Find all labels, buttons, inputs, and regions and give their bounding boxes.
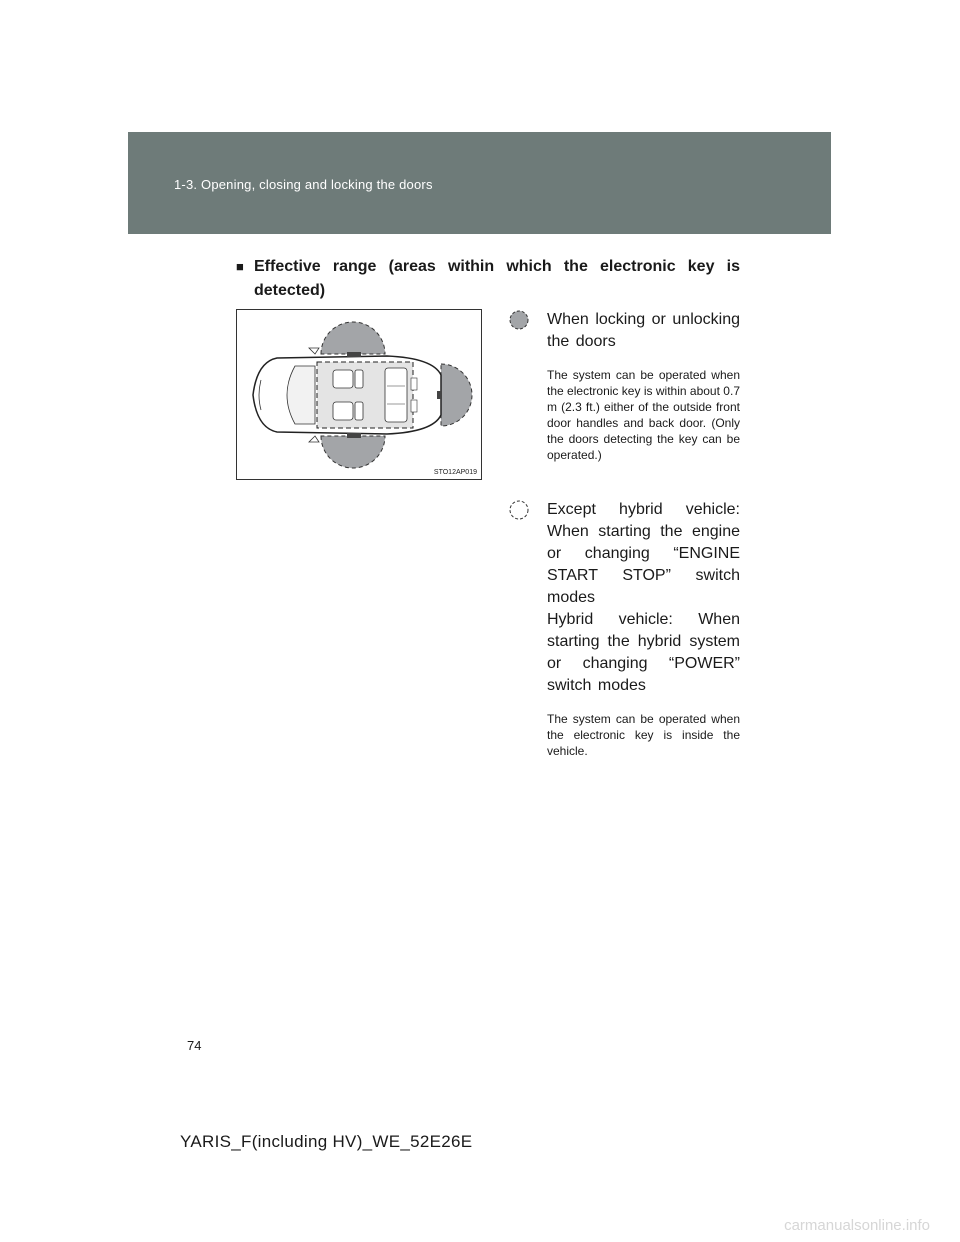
- square-bullet-icon: ■: [236, 259, 244, 274]
- figure-code: STO12AP019: [433, 469, 477, 476]
- watermark: carmanualsonline.info: [784, 1217, 930, 1234]
- front-right-door-zone: [321, 436, 385, 468]
- heading-text: Effective range (areas within which the electronic key is detected): [254, 258, 740, 299]
- legend-description: The system can be operated when the electronic key is inside the vehicle.: [547, 712, 740, 758]
- back-door-zone: [441, 364, 472, 426]
- legend-item-interior-range: [508, 499, 740, 759]
- front-left-door-zone: [321, 322, 385, 354]
- legend-item-door-range: [508, 309, 740, 463]
- legend-title-line: When locking or unlocking the doors: [547, 311, 740, 350]
- dashed-circle-icon: [508, 499, 530, 521]
- legend-title-line: Except hybrid vehicle: When starting the engine or changing “ENGINE START STOP” switch modes: [547, 501, 740, 606]
- page-number: 74: [187, 1038, 202, 1053]
- section-title: 1-3. Opening, closing and locking the doors: [174, 177, 433, 192]
- legend-title: [547, 309, 740, 353]
- legend-title: [547, 499, 740, 697]
- car-top-view-diagram: [237, 310, 483, 481]
- document-footer: YARIS_F(including HV)_WE_52E26E: [180, 1132, 473, 1151]
- legend-description: The system can be operated when the electronic key is within about 0.7 m (2.3 ft.) either of the outside front door handles and back door. (Only the doors detecting the key can be operated.): [547, 368, 740, 462]
- shaded-dashed-circle-icon: [508, 309, 530, 331]
- key-range-illustration: [236, 309, 482, 480]
- subsection-heading: [236, 255, 740, 303]
- legend-title-line: Hybrid vehicle: When starting the hybrid system or changing “POWER” switch modes: [547, 611, 740, 694]
- section-header-bar: [128, 132, 831, 234]
